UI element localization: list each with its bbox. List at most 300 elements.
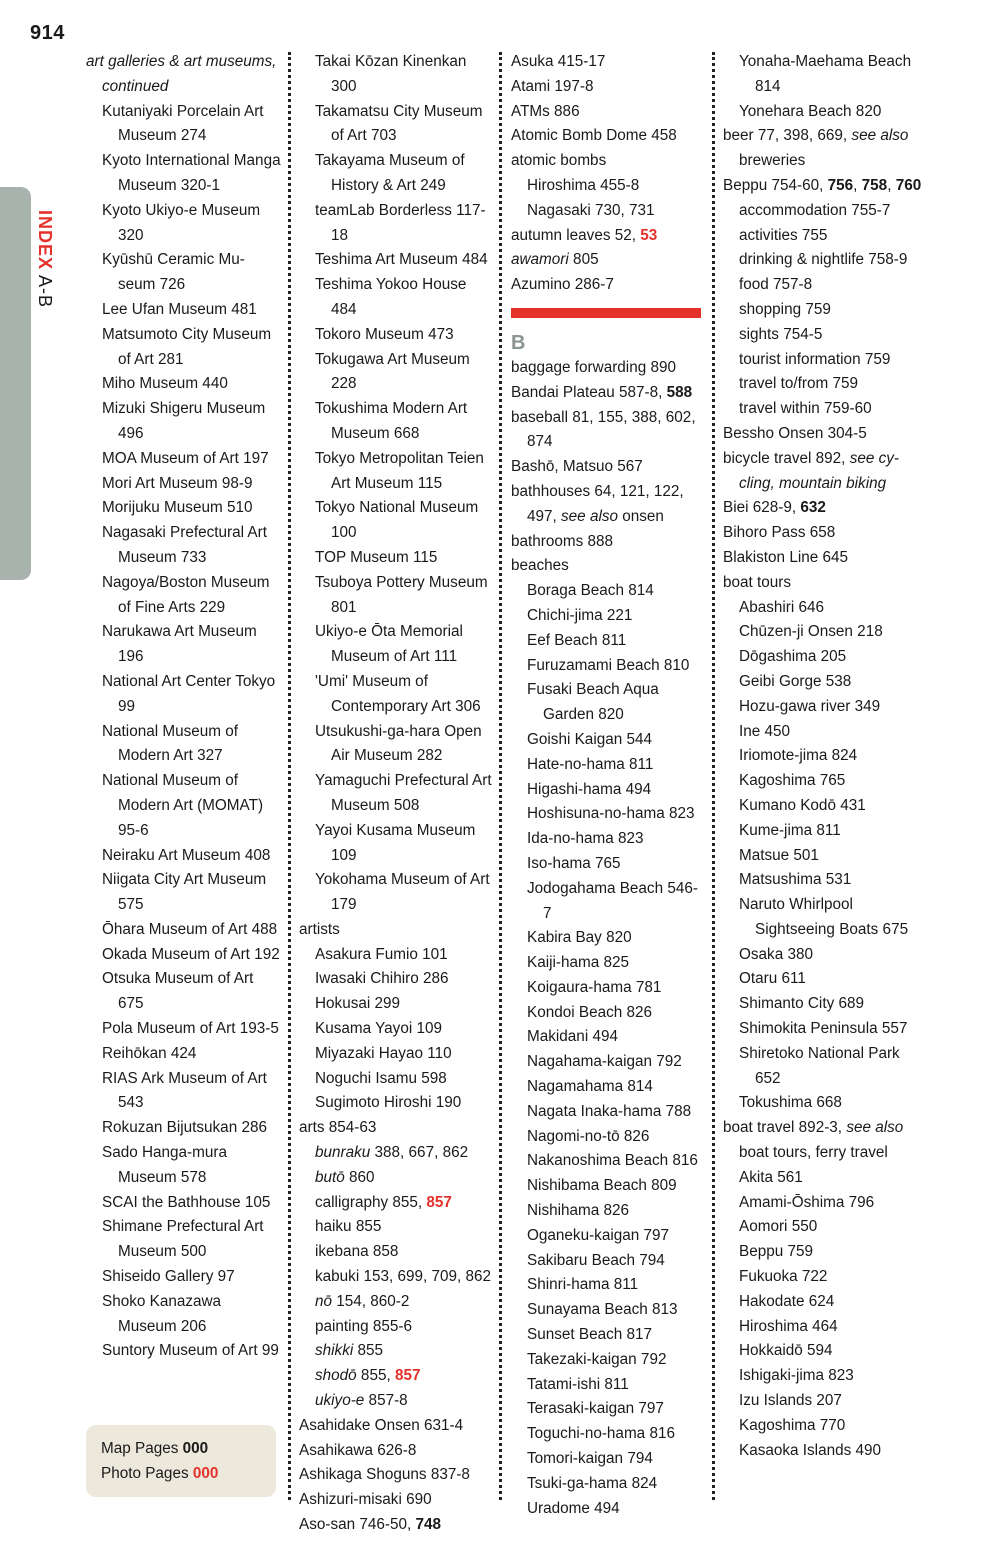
entry-text: Boraga Beach 814 <box>527 582 654 600</box>
map-page-ref: 758 <box>861 176 888 194</box>
entry-text: kabuki 153, 699, 709, 862 <box>315 1268 492 1286</box>
entry-text: Asahikawa 626-8 <box>299 1441 417 1459</box>
index-subentry <box>723 1290 923 1315</box>
index-subentry <box>511 1249 706 1274</box>
index-entry <box>511 381 706 406</box>
index-subentry <box>86 868 282 918</box>
entry-text: boat tours, ferry travel <box>739 1144 888 1162</box>
index-subentry <box>723 967 923 992</box>
entry-text: National Art Center Tokyo 99 <box>102 672 276 715</box>
entry-text: Kagoshima 765 <box>739 772 846 790</box>
entry-text: Nakanoshima Beach 816 <box>527 1152 698 1170</box>
entry-text: Suntory Museum of Art 99 <box>102 1342 279 1360</box>
index-subentry <box>299 199 495 249</box>
entry-text: Bihoro Pass 658 <box>723 524 836 542</box>
index-subentry <box>723 248 923 273</box>
entry-text: RIAS Ark Museum of Art 543 <box>102 1069 267 1112</box>
entry-text: nō <box>315 1292 333 1310</box>
index-subentry <box>511 1075 706 1100</box>
entry-text: Blakiston Line 645 <box>723 548 849 566</box>
index-entry <box>723 447 923 497</box>
index-subentry <box>511 1422 706 1447</box>
index-subentry <box>86 248 282 298</box>
index-subentry <box>723 1339 923 1364</box>
map-page-ref: 632 <box>800 499 826 517</box>
index-entry <box>723 124 923 174</box>
index-subentry <box>86 967 282 1017</box>
index-subentry <box>299 397 495 447</box>
index-subentry <box>723 397 923 422</box>
index-entry <box>511 248 706 273</box>
entry-text: Tokoro Museum 473 <box>315 325 454 343</box>
index-subentry <box>723 844 923 869</box>
entry-text: Fukuoka 722 <box>739 1268 828 1286</box>
entry-text: Bessho Onsen 304-5 <box>723 424 867 442</box>
index-entry <box>723 1116 923 1166</box>
entry-text: Osaka 380 <box>739 945 813 963</box>
entry-text: Kabira Bay 820 <box>527 929 632 947</box>
index-subentry <box>723 100 923 125</box>
entry-text: Fusaki Beach Aqua Garden 820 <box>527 681 659 724</box>
entry-text: ATMs 886 <box>511 102 580 120</box>
entry-text: , <box>853 176 862 194</box>
index-subentry <box>299 1067 495 1092</box>
entry-text: Tokyo Metropolitan Teien Art Museum 115 <box>315 449 484 492</box>
index-subentry <box>723 645 923 670</box>
entry-text: Kusama Yayoi 109 <box>315 1020 442 1038</box>
entry-text: beaches <box>511 557 569 575</box>
column-divider <box>499 52 502 1500</box>
index-entry <box>723 422 923 447</box>
entry-text: bathrooms 888 <box>511 532 614 550</box>
entry-text: Nagahama-kaigan 792 <box>527 1053 682 1071</box>
section-letter: B <box>511 331 526 354</box>
entry-text: Tomori-kaigan 794 <box>527 1450 653 1468</box>
entry-text: 'Umi' Museum of Contemporary Art 306 <box>315 672 481 715</box>
index-subentry <box>723 1389 923 1414</box>
entry-text: food 757-8 <box>739 276 813 294</box>
index-subentry <box>86 1141 282 1191</box>
entry-text: Ashizuri-misaki 690 <box>299 1491 432 1509</box>
entry-text: Nagasaki 730, 731 <box>527 201 655 219</box>
index-subentry <box>86 1191 282 1216</box>
entry-text: teamLab Borderless 117-18 <box>315 201 486 244</box>
index-subentry <box>299 149 495 199</box>
entry-text: Dōgashima 205 <box>739 648 847 666</box>
entry-text: Kasaoka Islands 490 <box>739 1441 882 1459</box>
entry-text: Jodogahama Beach 546-7 <box>527 879 698 922</box>
index-subentry <box>299 1240 495 1265</box>
index-subentry <box>299 273 495 323</box>
index-subentry <box>723 1414 923 1439</box>
entry-text: travel within 759-60 <box>739 400 872 418</box>
entry-text: Sugimoto Hiroshi 190 <box>315 1094 462 1112</box>
index-side-tab <box>0 187 31 580</box>
entry-text: Shimane Prefectural Art Museum 500 <box>102 1218 264 1261</box>
index-subentry <box>86 844 282 869</box>
entry-text: Aomori 550 <box>739 1218 818 1236</box>
entry-text: baggage forwarding 890 <box>511 358 676 376</box>
index-subentry <box>511 778 706 803</box>
index-subentry <box>723 1191 923 1216</box>
entry-text: National Museum of Modern Art (MOMAT) 95-6 <box>102 772 264 839</box>
photo-pages-note: Photo Pages 000 <box>101 1464 219 1482</box>
entry-text: Ishigaki-jima 823 <box>739 1367 854 1385</box>
index-subentry <box>723 1215 923 1240</box>
entry-text: Chichi-jima 221 <box>527 606 633 624</box>
index-subentry <box>299 546 495 571</box>
entry-text: Sakibaru Beach 794 <box>527 1251 665 1269</box>
entry-text: 855, <box>356 1367 395 1385</box>
entry-text: Yonehara Beach 820 <box>739 102 882 120</box>
entry-text: Izu Islands 207 <box>739 1392 842 1410</box>
index-subentry <box>86 720 282 770</box>
index-subentry <box>723 273 923 298</box>
index-subentry <box>299 620 495 670</box>
index-entry <box>723 496 923 521</box>
index-subentry <box>723 893 923 943</box>
entry-text: Azumino 286-7 <box>511 276 614 294</box>
entry-text: Tokugawa Art Museum 228 <box>315 350 470 393</box>
index-subentry <box>86 1116 282 1141</box>
entry-text: , <box>887 176 896 194</box>
entry-text: Sunayama Beach 813 <box>527 1301 678 1319</box>
entry-text: Kume-jima 811 <box>739 821 841 839</box>
entry-text: Beppu 759 <box>739 1243 814 1261</box>
index-subentry <box>86 149 282 199</box>
entry-text: Matsumoto City Museum of Art 281 <box>102 325 272 368</box>
entry-text: artists <box>299 920 340 938</box>
index-subentry <box>511 604 706 629</box>
index-subentry <box>86 1215 282 1265</box>
index-subentry <box>511 728 706 753</box>
index-subentry <box>511 827 706 852</box>
index-subentry <box>86 1067 282 1117</box>
entry-text: see also <box>846 1119 904 1137</box>
entry-text: Hakodate 624 <box>739 1292 835 1310</box>
entry-text: painting 855-6 <box>315 1317 412 1335</box>
index-subentry <box>86 447 282 472</box>
entry-text: 855 <box>353 1342 384 1360</box>
index-subentry <box>511 926 706 951</box>
index-subentry <box>86 769 282 843</box>
index-subentry <box>299 1215 495 1240</box>
index-subentry <box>511 1199 706 1224</box>
index-entry <box>511 100 706 125</box>
index-entry <box>299 1116 495 1141</box>
index-entry <box>511 480 706 530</box>
index-entry <box>511 406 706 456</box>
entry-text: National Museum of Modern Art 327 <box>102 722 239 765</box>
entry-text: Neiraku Art Museum 408 <box>102 846 271 864</box>
index-subentry <box>511 1224 706 1249</box>
index-subentry <box>511 1125 706 1150</box>
entry-text: Mori Art Museum 98-9 <box>102 474 253 492</box>
entry-text: tourist information 759 <box>739 350 891 368</box>
index-subentry <box>86 397 282 447</box>
entry-text: Lee Ufan Museum 481 <box>102 300 257 318</box>
index-column-3 <box>511 50 706 1521</box>
index-range: A-B <box>35 270 55 309</box>
entry-text: Kyoto Ukiyo-e Museum 320 <box>102 201 261 244</box>
index-subentry <box>299 1339 495 1364</box>
entry-text: Hiroshima 455-8 <box>527 176 640 194</box>
index-subentry <box>511 1050 706 1075</box>
index-subentry <box>723 348 923 373</box>
entry-text: Iwasaki Chihiro 286 <box>315 970 449 988</box>
index-subentry <box>723 224 923 249</box>
entry-text: Matsushima 531 <box>739 871 852 889</box>
index-subentry <box>511 629 706 654</box>
entry-text: activities 755 <box>739 226 828 244</box>
index-entry <box>723 571 923 596</box>
entry-text: Otaru 611 <box>739 970 806 988</box>
index-subentry <box>511 1348 706 1373</box>
index-subentry <box>299 1191 495 1216</box>
index-entry <box>723 546 923 571</box>
index-subentry <box>723 1166 923 1191</box>
entry-text: 860 <box>344 1168 375 1186</box>
entry-text: arts 854-63 <box>299 1119 377 1137</box>
index-subentry <box>511 1174 706 1199</box>
entry-text: Matsue 501 <box>739 846 819 864</box>
entry-text: Takai Kōzan Kinenkan 300 <box>315 53 467 95</box>
entry-text: Ōhara Museum of Art 488 <box>102 920 278 938</box>
map-pages-note: Map Pages 000 <box>101 1440 209 1457</box>
index-entry <box>299 1513 495 1538</box>
entry-text: Nishihama 826 <box>527 1202 630 1220</box>
entry-text: Kyoto International Manga Museum 320-1 <box>102 152 281 194</box>
index-subentry <box>723 1265 923 1290</box>
index-subentry <box>511 1100 706 1125</box>
entry-text: Sunset Beach 817 <box>527 1326 653 1344</box>
index-subentry <box>299 100 495 150</box>
index-subentry <box>511 1273 706 1298</box>
index-subentry <box>511 1001 706 1026</box>
index-subentry <box>511 1447 706 1472</box>
index-subentry <box>86 1339 282 1364</box>
entry-text: Mizuki Shigeru Museum 496 <box>102 400 266 442</box>
entry-text: boat travel 892-3, <box>723 1119 847 1137</box>
entry-text: Furuzamami Beach 810 <box>527 656 690 674</box>
entry-text: Nagata Inaka-hama 788 <box>527 1102 692 1120</box>
entry-text: calligraphy 855, <box>315 1193 427 1211</box>
index-subentry <box>299 348 495 398</box>
index-entry <box>511 554 706 579</box>
index-subentry <box>723 695 923 720</box>
entry-text: Iriomote-jima 824 <box>739 747 858 765</box>
entry-text: Chūzen-ji Onsen 218 <box>739 623 883 641</box>
index-entry <box>511 356 706 381</box>
index-subentry <box>299 1315 495 1340</box>
entry-text: Koigaura-hama 781 <box>527 978 662 996</box>
entry-text: ukiyo-e <box>315 1392 365 1410</box>
entry-text: Ukiyo-e Ōta Memorial Museum of Art 111 <box>315 623 463 666</box>
index-subentry <box>723 819 923 844</box>
entry-text: see cy-cling, mountain biking <box>739 449 899 492</box>
entry-text: Noguchi Isamu 598 <box>315 1069 447 1087</box>
entry-text: Akita 561 <box>739 1168 803 1186</box>
index-subentry <box>299 1141 495 1166</box>
index-subentry <box>511 1298 706 1323</box>
index-entry <box>723 521 923 546</box>
index-entry <box>511 530 706 555</box>
index-subentry <box>723 298 923 323</box>
index-subentry <box>299 1042 495 1067</box>
entry-text: Shimokita Peninsula 557 <box>739 1020 908 1038</box>
index-subentry <box>511 199 706 224</box>
index-subentry <box>723 720 923 745</box>
entry-text: Aso-san 746-50, <box>299 1516 416 1534</box>
index-subentry <box>86 571 282 621</box>
index-subentry <box>723 1042 923 1092</box>
map-page-ref: 756 <box>827 176 854 194</box>
entry-text: TOP Museum 115 <box>315 548 438 566</box>
entry-text: Bashō, Matsuo 567 <box>511 458 643 476</box>
entry-text: Tsuki-ga-hama 824 <box>527 1474 658 1492</box>
entry-text: Teshima Art Museum 484 <box>315 251 488 269</box>
entry-text: Niigata City Art Museum 575 <box>102 871 267 914</box>
index-entry <box>511 75 706 100</box>
entry-text: drinking & nightlife 758-9 <box>739 251 908 269</box>
entry-text: see also <box>561 507 619 525</box>
entry-text: Nishibama Beach 809 <box>527 1177 677 1195</box>
index-subentry <box>723 620 923 645</box>
entry-text: Reihōkan 424 <box>102 1044 197 1062</box>
index-subentry <box>723 1017 923 1042</box>
index-subentry <box>299 1166 495 1191</box>
index-subentry <box>86 496 282 521</box>
index-entry <box>299 1414 495 1439</box>
index-subentry <box>299 992 495 1017</box>
index-subentry <box>299 819 495 869</box>
index-entry <box>299 1488 495 1513</box>
entry-text: Nagomi-no-tō 826 <box>527 1127 650 1145</box>
entry-text: Yonaha-Maehama Beach 814 <box>739 53 912 95</box>
index-subentry <box>86 670 282 720</box>
entry-text: Otsuka Museum of Art 675 <box>102 970 254 1013</box>
entry-text: Oganeku-kaigan 797 <box>527 1226 670 1244</box>
entry-text: Rokuzan Bijutsukan 286 <box>102 1119 267 1137</box>
entry-text: Hoshisuna-no-hama 823 <box>527 805 695 823</box>
index-subentry <box>86 472 282 497</box>
entry-text: Goishi Kaigan 544 <box>527 730 653 748</box>
entry-text: Shoko Kanazawa Museum 206 <box>102 1292 222 1335</box>
index-subentry <box>86 620 282 670</box>
index-subentry <box>86 943 282 968</box>
index-subentry <box>299 1265 495 1290</box>
entry-text: Bandai Plateau 587-8, <box>511 383 667 401</box>
index-subentry <box>299 1091 495 1116</box>
entry-text: Shiretoko National Park 652 <box>739 1044 900 1087</box>
entry-text: shopping 759 <box>739 300 831 318</box>
index-subentry <box>723 1240 923 1265</box>
index-subentry <box>723 50 923 100</box>
index-subentry <box>511 678 706 728</box>
entry-text: Higashi-hama 494 <box>527 780 652 798</box>
index-column-1 <box>86 50 282 1364</box>
index-subentry <box>511 1373 706 1398</box>
index-subentry <box>723 323 923 348</box>
entry-text: autumn leaves 52, <box>511 226 641 244</box>
index-entry <box>511 224 706 249</box>
index-subentry <box>86 100 282 150</box>
index-subentry <box>299 248 495 273</box>
entry-text: Kaiji-hama 825 <box>527 954 630 972</box>
entry-text: accommodation 755-7 <box>739 201 891 219</box>
index-subentry <box>86 298 282 323</box>
entry-text: Beppu 754-60, <box>723 176 828 194</box>
entry-text: Takamatsu City Museum of Art 703 <box>315 102 483 145</box>
entry-text: Yayoi Kusama Museum 109 <box>315 821 476 864</box>
index-subentry <box>299 943 495 968</box>
index-entry <box>299 1463 495 1488</box>
index-subentry <box>511 852 706 877</box>
entry-text: bathhouses 64, 121, 122, 497, <box>511 482 684 525</box>
index-entry <box>299 918 495 943</box>
entry-text: travel to/from 759 <box>739 375 859 393</box>
index-subentry <box>86 372 282 397</box>
entry-text: boat tours <box>723 573 792 591</box>
entry-text: Hiroshima 464 <box>739 1317 838 1335</box>
entry-text: breweries <box>739 152 806 170</box>
index-subentry <box>723 794 923 819</box>
index-subentry <box>511 976 706 1001</box>
entry-text: baseball 81, 155, 388, 602, 874 <box>511 408 696 451</box>
index-label: INDEX <box>35 210 55 271</box>
index-subentry <box>299 1389 495 1414</box>
entry-text: Ida-no-hama 823 <box>527 830 644 848</box>
entry-text: art galleries & art museums, continued <box>86 53 277 95</box>
index-subentry <box>299 868 495 918</box>
entry-text: butō <box>315 1168 345 1186</box>
entry-text: see also <box>851 127 909 145</box>
index-subentry <box>723 372 923 397</box>
entry-text: sights 754-5 <box>739 325 823 343</box>
entry-text: 388, 667, 862 <box>370 1144 469 1162</box>
entry-text: Ine 450 <box>739 722 791 740</box>
index-subentry <box>299 967 495 992</box>
entry-text: Hokusai 299 <box>315 995 401 1013</box>
entry-text: Hokkaidō 594 <box>739 1342 833 1360</box>
entry-text: Takezaki-kaigan 792 <box>527 1350 667 1368</box>
index-subentry <box>299 1364 495 1389</box>
entry-text: ikebana 858 <box>315 1243 399 1261</box>
index-subentry <box>723 1439 923 1464</box>
index-subentry <box>511 802 706 827</box>
entry-text: awamori <box>511 251 569 269</box>
entry-text: Tokushima Modern Art Museum 668 <box>315 400 468 442</box>
index-entry <box>511 455 706 480</box>
index-subentry <box>723 868 923 893</box>
entry-text: Hate-no-hama 811 <box>527 755 654 773</box>
entry-text: 857-8 <box>364 1392 408 1410</box>
entry-text: Biei 628-9, <box>723 499 801 517</box>
entry-text: Atami 197-8 <box>511 77 594 95</box>
entry-text: SCAI the Bathhouse 105 <box>102 1193 271 1211</box>
entry-text: Pola Museum of Art 193-5 <box>102 1020 279 1038</box>
index-subentry <box>723 1315 923 1340</box>
index-subentry <box>299 1017 495 1042</box>
index-subentry <box>299 323 495 348</box>
entry-text: beer 77, 398, 669, <box>723 127 852 145</box>
index-subentry <box>723 943 923 968</box>
index-subentry <box>86 521 282 571</box>
entry-text: Narukawa Art Museum 196 <box>102 623 257 666</box>
entry-text: Teshima Yokoo House 484 <box>315 276 467 318</box>
entry-text: Tokyo National Museum 100 <box>315 499 479 542</box>
column-divider <box>288 52 291 1500</box>
